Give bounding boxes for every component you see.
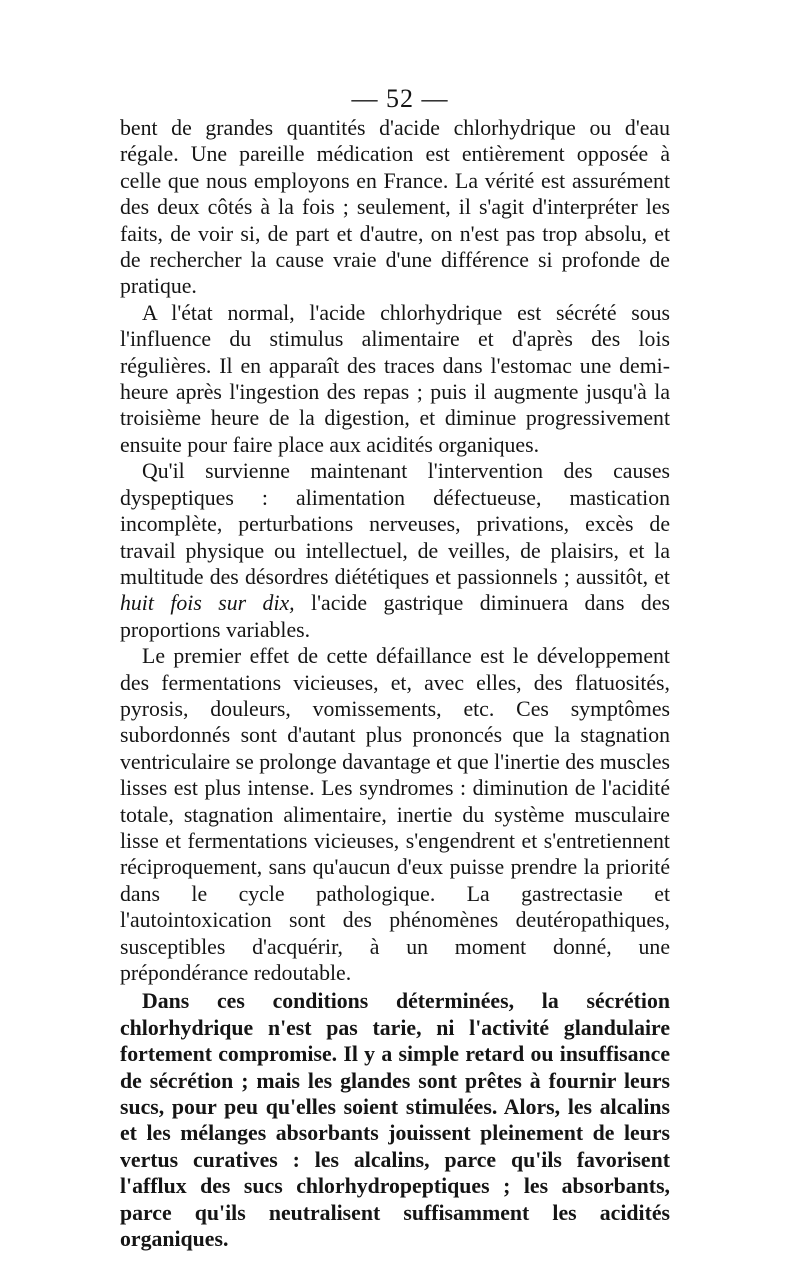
paragraph-fermentations: Le premier effet de cette défaillance est le développement des fermentations vicieuses, et, avec elles, des flatuosités, pyrosis, douleurs, vomissements, etc. Ces symptômes subordonnés sont d'autant plus prononcés que la stagnation ventriculaire se prolonge davantage et que l'inertie des muscles lisses est plus intense. Les syndromes : diminution de l'acidité totale, stagnation alimentaire, inertie du système musculaire lisse et fermentations vicieuses, s'engendrent et s'entretiennent réciproquement, sans qu'aucun d'eux puisse prendre la priorité dans le cycle pathologique. La gastrectasie et l'autointoxication sont des phénomènes deutéropathiques, susceptibles d'acquérir, à un moment donné, une prépondérance redoutable.: [120, 644, 670, 985]
paragraph-normal-state: A l'état normal, l'acide chlorhydrique est sécrété sous l'influence du stimulus alimentaire et d'après des lois régulières. Il en apparaît des traces dans l'estomac une demi-heure après l'ingestion des repas ; puis il augmente jusqu'à la troisième heure de la digestion, et diminue progressivement ensuite pour faire place aux acidités organiques.: [120, 300, 670, 457]
paragraph-conditions: Dans ces conditions déterminées, la sécrétion chlorhydrique n'est pas tarie, ni l'activité glandulaire fortement compromise. Il y a simple retard ou insuffisance de sécrétion ; mais les glandes sont prêtes à fournir leurs sucs, pour peu qu'elles soient stimulées. Alors, les alcalins et les mélanges absorbants jouissent pleinement de leurs vertus curatives : les alcalins, parce qu'ils favorisent l'afflux des sucs chlorhydropeptiques ; les absorbants, parce qu'ils neutralisent suffisamment les acidités organiques.: [120, 989, 670, 1252]
paragraph-text-after: l'acide gastrique diminuera dans des proportions variables.: [120, 591, 670, 642]
paragraph-dyspeptic-causes: [120, 458, 670, 643]
body-text: [120, 115, 670, 1252]
italic-emphasis: huit fois sur dix,: [120, 591, 295, 616]
paragraph-continuation: bent de grandes quantités d'acide chlorhydrique ou d'eau régale. Une pareille médication est entièrement opposée à celle que nous employons en France. La vérité est assurément des deux côtés à la fois ; seulement, il s'agit d'interpréter les faits, de voir si, de part et d'autre, on n'est pas trop absolu, et de rechercher la cause vraie d'une différence si profonde de pratique.: [120, 116, 670, 299]
page-number: — 52 —: [351, 84, 449, 113]
paragraph-text-before: Qu'il survienne maintenant l'intervention des causes dyspeptiques : alimentation défectueuse, mastication incomplète, perturbations nerveuses, privations, excès de travail physique ou intellectuel, de veilles, de plaisirs, et la multitude des désordres diététiques et passionnels ; aussitôt, et: [120, 459, 670, 589]
